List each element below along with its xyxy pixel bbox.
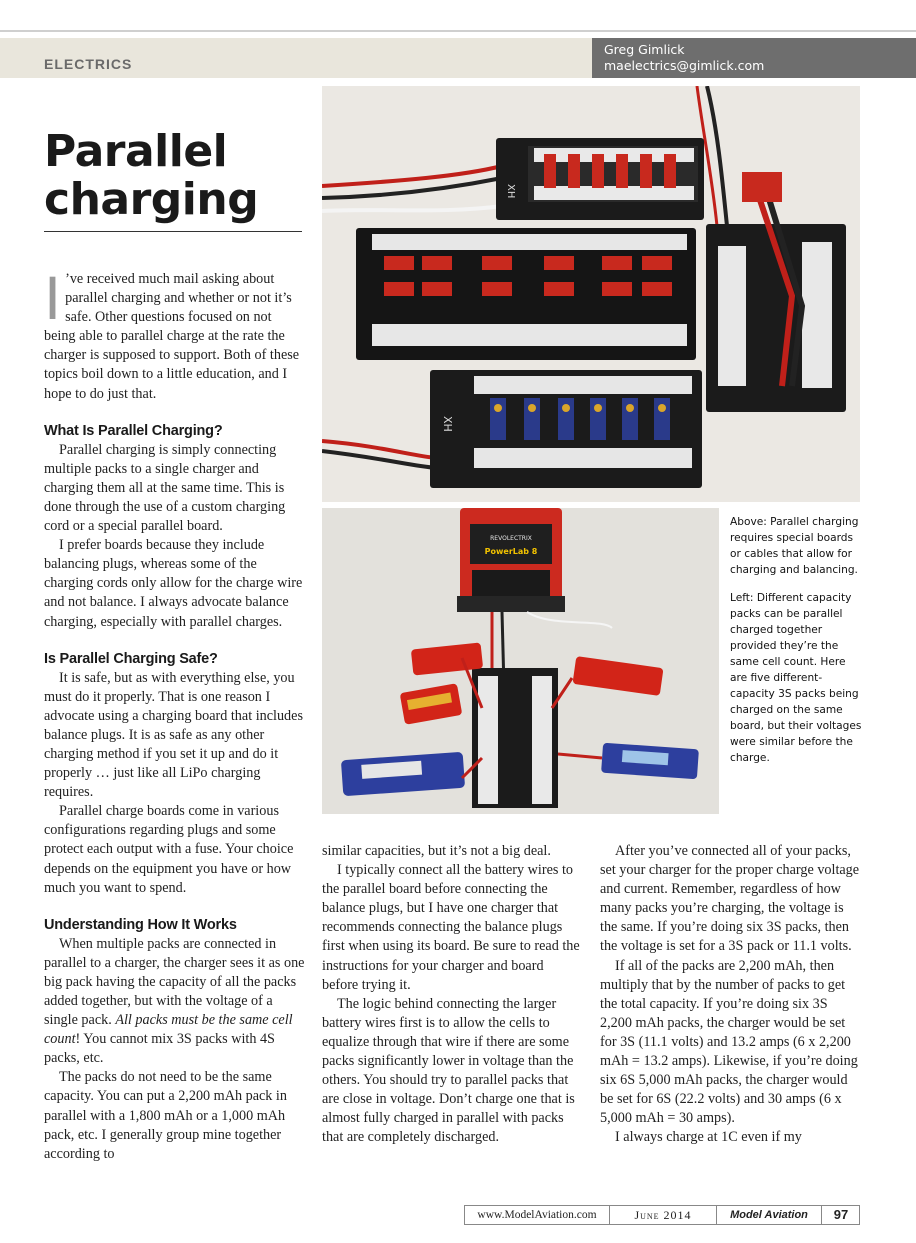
deans-connector — [742, 172, 782, 202]
column-3 — [600, 842, 860, 1148]
page-number: 97 — [833, 1207, 849, 1222]
paragraph: I typically connect all the battery wires to the parallel board before connecting the balance plugs, but I have one charger that recommends connecting the balance plugs first when using its board. Be sure to read the instructions for your charger and board before trying it. — [322, 862, 580, 993]
photo-captions — [730, 514, 865, 778]
paragraph: If all of the packs are 2,200 mAh, then multiply that by the number of packs to get the total capacity. If you’re doing six 3S 2,200 mAh packs, the charger would be set for 3S (11.1 volts) and 13.2 amps (6 x 2,200 mAh = 13.2 amps). Likewise, if you’re doing six 6S 5,000 mAh packs, the charger would be set for 6S (22.2 volts) and 30 amps (6 x 5,000 mAh = 30 amps). — [600, 957, 858, 1127]
paragraph: Parallel charge boards come in various configurations regarding plugs and some protect each output with a fuse. Your choice depends on the equipment you have or how much you want to spend. — [44, 803, 294, 896]
paragraph: The logic behind connecting the larger battery wires first is to allow the cells to equalize through that wire if there are some packs significantly lower in voltage than the others. You should try to parallel packs that are close in voltage. Don’t charge one that is almost fully charged in parallel with packs that are completely discharged. — [322, 995, 575, 1146]
title-rule — [44, 231, 302, 232]
section-label: ELECTRICS — [44, 56, 133, 72]
paragraph: After you’ve connected all of your packs, set your charger for the proper charge voltage and current. Remember, regardless of how many packs you’re charging, the voltage is the same. If you’re doing six 3S packs, then the voltage is set for a 3S pack or 11.1 volts. — [600, 843, 860, 955]
footer-issue: June 2014 — [634, 1208, 692, 1222]
author-box — [592, 38, 916, 78]
author-name: Greg Gimlick — [604, 42, 685, 57]
title-line-2: charging — [44, 174, 259, 225]
paragraph: The packs do not need to be the same capacity. You can put a 2,200 mAh pack in parallel with a 1,800 mAh or a 1,000 mAh pack, etc. I generally group mine together according to — [44, 1069, 287, 1162]
board-label: XH — [505, 184, 516, 199]
photo-charger-packs — [322, 508, 719, 814]
paragraph: Parallel charging is simply connecting multiple packs to a single charger and charging them all at the same time. This is done through the use of a custom charging cord or a special parallel board. — [44, 441, 286, 535]
title-line-1: Parallel — [44, 126, 228, 177]
footer-magazine: Model Aviation — [730, 1209, 808, 1221]
subhead-how-it-works: Understanding How It Works — [44, 916, 237, 933]
column-2 — [322, 842, 580, 1148]
caption-above: Above: Parallel charging requires special boards or cables that allow for charging and balancing. — [730, 516, 859, 576]
photo-parallel-boards — [322, 86, 860, 502]
charger-model: PowerLab 8 — [484, 547, 538, 556]
top-rule — [0, 30, 916, 32]
caption-left: Left: Different capacity packs can be parallel charged together provided they’re the same cell count. Here are five different-capacity 3S packs being charged on the same board, but their voltages were similar before the charge. — [730, 592, 862, 764]
footer-url[interactable]: www.ModelAviation.com — [477, 1209, 597, 1221]
page-footer — [464, 1205, 860, 1225]
paragraph: When multiple packs are connected in parallel to a charger, the charger sees it as one big pack having the capacity of all the packs added together, but with the voltage of a single pack. All packs must be the same cell count! You cannot mix 3S packs with 4S packs, etc. — [44, 935, 305, 1067]
subhead-what-is: What Is Parallel Charging? — [44, 422, 223, 439]
paragraph: It is safe, but as with everything else, you must do it properly. That is one reason I advocate using a charging board that includes balance plugs. It is as safe as any other charging method if you set it up and do it properly … just like all LiPo charging requires. — [44, 669, 303, 801]
intro-paragraph: I ’ve received much mail asking about parallel charging and whether or not it’s safe. Other questions focused on not being able to parallel charge at the rate the charger is supposed to support. Both of these topics boil down to a little education, and I hope to do just that. — [44, 265, 300, 402]
subhead-is-safe: Is Parallel Charging Safe? — [44, 650, 218, 667]
article-title — [44, 128, 304, 224]
paragraph: similar capacities, but it’s not a big deal. — [322, 843, 551, 859]
board-label: XH — [441, 416, 454, 432]
drop-cap: I — [44, 265, 62, 333]
paragraph: I prefer boards because they include balancing plugs, whereas some of the charging cords only allow for the charge wire and not balance. I always advocate balance charging, especially with parallel charges. — [44, 537, 303, 630]
author-email[interactable]: maelectrics@gimlick.com — [604, 58, 765, 73]
column-1 — [44, 265, 306, 1164]
charger-brand: REVOLECTRIX — [490, 535, 532, 542]
paragraph: I always charge at 1C even if my — [615, 1129, 802, 1146]
